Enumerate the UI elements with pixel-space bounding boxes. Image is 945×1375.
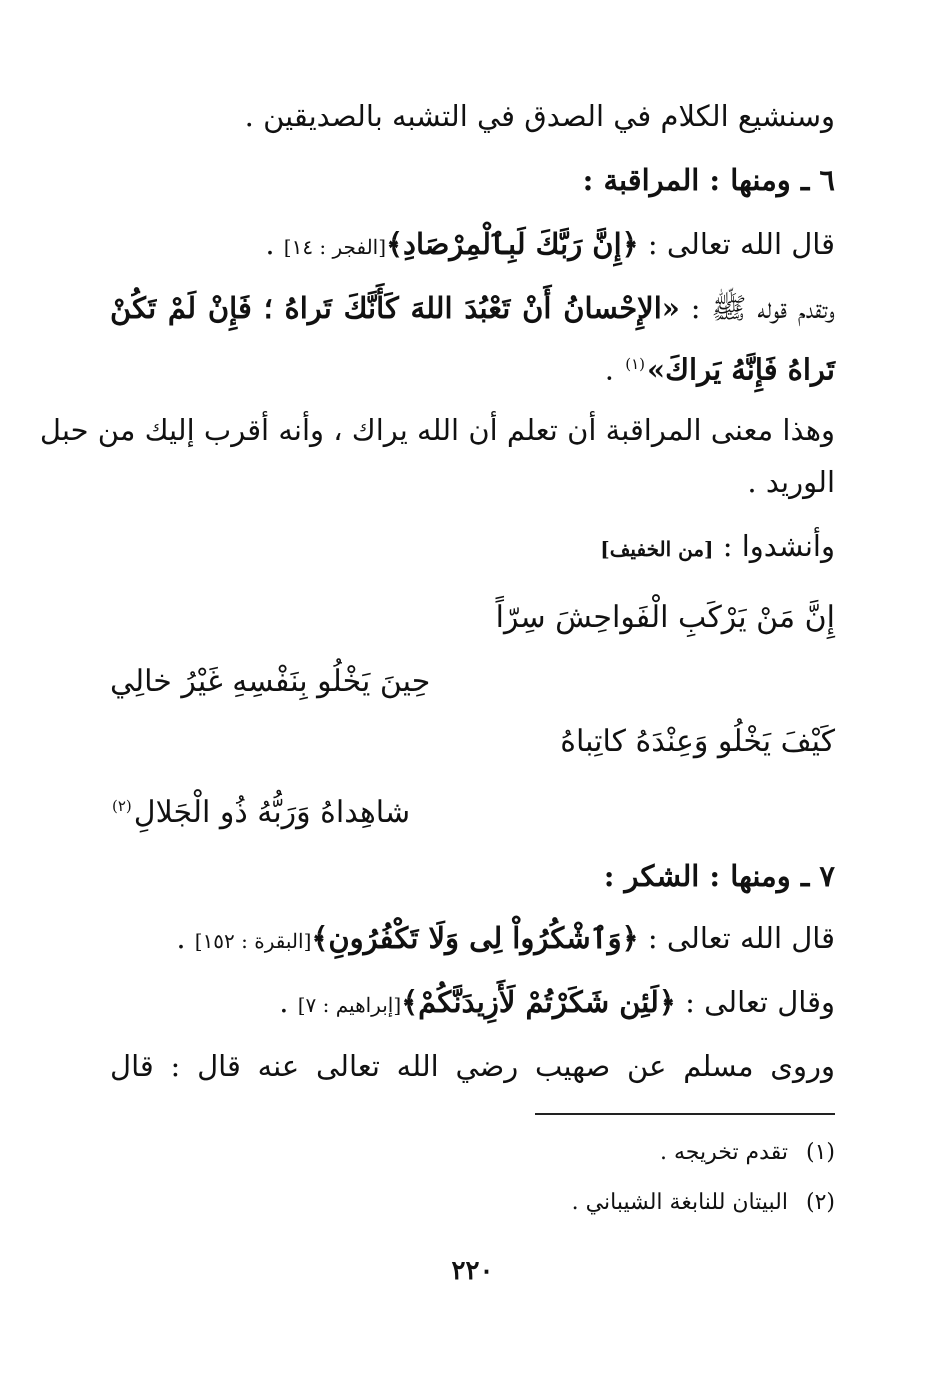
quran-verse: ﴿إِنَّ رَبَّكَ لَبِٱلْمِرْصَادِ﴾ [386,227,639,261]
section-heading-muraqaba: ٦ ـ ومنها : المراقبة : [582,163,835,197]
quran-citation-line: قال الله تعالى : ﴿إِنَّ رَبَّكَ لَبِٱلْمِرْصَادِ﴾[الفجر : ١٤] . [265,227,835,261]
text-line: وروى مسلم عن صهيب رضي الله تعالى عنه قال : قال [110,1049,835,1083]
footnote-text: البيتان للنابغة الشيباني . [571,1190,788,1215]
poem-meter: [من الخفيف] [600,537,714,561]
book-page [39,0,835,1375]
text-line: الوريد . [747,465,835,499]
poem-verse-2-first: كَيْفَ يَخْلُو وَعِنْدَهُ كاتِباهُ [560,724,835,759]
poem-verse-1-first: إِنَّ مَنْ يَرْكَبِ الْفَواحِشَ سِرّاً [495,600,835,635]
hadith-line: وتقدم قوله ﷺ : «الإِحْسانُ أَنْ تَعْبُدَ اللهَ كَأَنَّكَ تَراهُ ؛ فَإِنْ لَمْ تَكُنْ [110,291,835,325]
quran-verse: ﴿لَئِن شَكَرْتُمْ لَأَزِيدَنَّكُمْ﴾ [401,985,676,1019]
text-line: وسنشيع الكلام في الصدق في التشبه بالصديقين . [244,99,835,133]
poem-verse-2-second: شاهِداهُ وَرَبُّهُ ذُو الْجَلالِ$^{(٢)}$ [112,795,411,830]
hadith-text: تَراهُ فَإِنَّهُ يَراكَ» [647,352,835,387]
quran-verse: ﴿وَٱشْكُرُواْ لِى وَلَا تَكْفُرُونِ﴾ [311,921,639,955]
poem-verse-1-second: حِينَ يَخْلُو بِنَفْسِهِ غَيْرُ خالِي [110,664,431,699]
page-number: ٢٢٠ [451,1256,494,1286]
footnote-marker: (٢) [112,797,132,815]
footnote-1 [660,1138,835,1168]
poem-intro-line: وأنشدوا : [من الخفيف] [600,529,835,563]
footnote-marker: (١) [625,355,645,373]
verse-reference: [الفجر : ١٤] [283,235,387,259]
verse-reference: [إبراهيم : ٧] [297,993,402,1017]
verse-reference: [البقرة : ١٥٢] [194,929,312,953]
text-line: وهذا معنى المراقبة أن تعلم أن الله يراك ، وأنه أقرب إليك من حبل [39,413,835,447]
footnote-divider [535,1113,835,1115]
section-heading-shukr: ٧ ـ ومنها : الشكر : [603,859,835,893]
quran-citation-line: وقال تعالى : ﴿لَئِن شَكَرْتُمْ لَأَزِيدَنَّكُمْ﴾[إبراهيم : ٧] . [279,985,835,1019]
footnote-number: (٢) [805,1190,835,1215]
hadith-text: «الإِحْسانُ أَنْ تَعْبُدَ اللهَ كَأَنَّكَ تَراهُ ؛ فَإِنْ لَمْ تَكُنْ [110,291,680,325]
footnote-text: تقدم تخريجه . [660,1140,788,1165]
footnote-2 [572,1188,835,1218]
hadith-line-continued: تَراهُ فَإِنَّهُ يَراكَ»$^{(١)}$ . [604,352,835,387]
footnote-number: (١) [805,1140,835,1165]
quran-citation-line: قال الله تعالى : ﴿وَٱشْكُرُواْ لِى وَلَا تَكْفُرُونِ﴾[البقرة : ١٥٢] . [176,921,835,955]
